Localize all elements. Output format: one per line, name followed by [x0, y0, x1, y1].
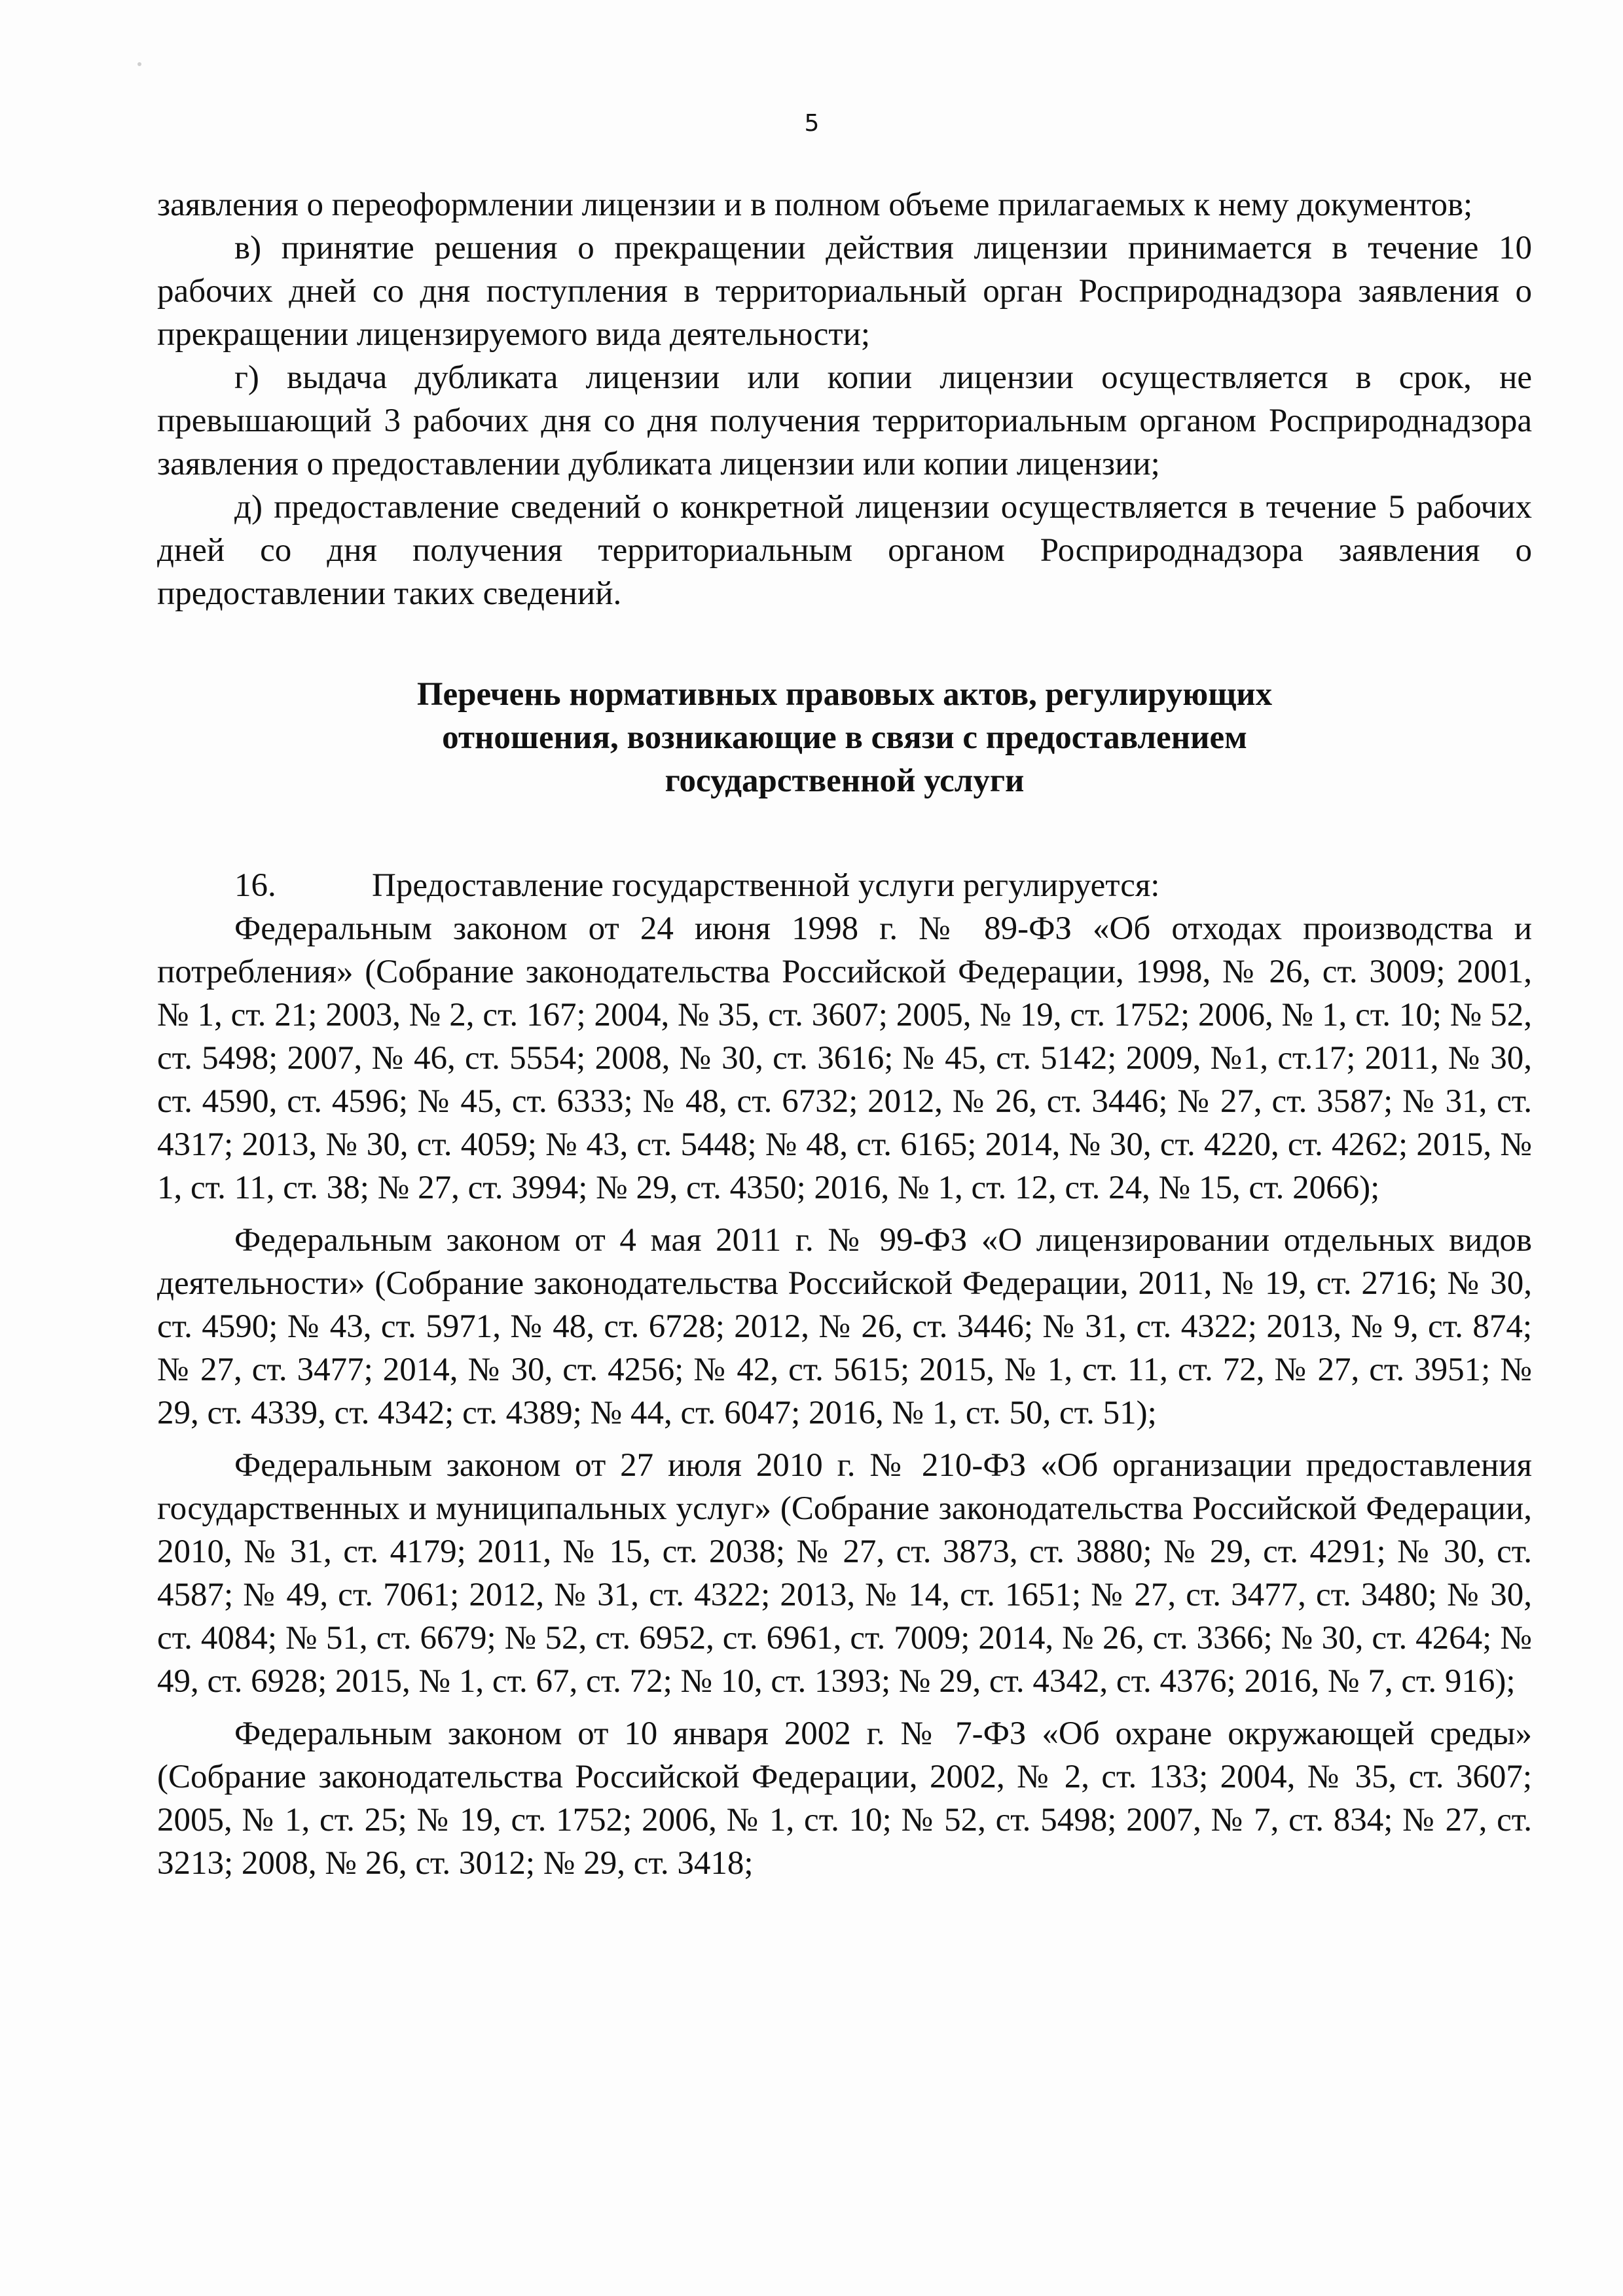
section-heading-line-2: отношения, возникающие в связи с предоставлением	[442, 719, 1247, 756]
paragraph-continuation: заявления о переоформлении лицензии и в полном объеме прилагаемых к нему документов;	[157, 187, 1473, 223]
item-16-text: Предоставление государственной услуги регулируется:	[372, 867, 1160, 904]
item-16-number: 16.	[234, 867, 276, 904]
paragraph-item-v: в) принятие решения о прекращении действия лицензии принимается в течение 10 рабочих дней со дня поступления в территориальный орган Росприроднадзора заявления о прекращении лицензируемого вида деятельности;	[157, 230, 1532, 353]
paragraph-item-g: г) выдача дубликата лицензии или копии лицензии осуществляется в срок, не превышающий 3 рабочих дня со дня получения территориальным органом Росприроднадзора заявления о предоставлении дубликата лицензии или копии лицензии;	[157, 359, 1532, 482]
law-paragraph-7fz: Федеральным законом от 10 января 2002 г. № 7-ФЗ «Об охране окружающей среды» (Собрание законодательства Российской Федерации, 2002, № 2, ст. 133; 2004, № 35, ст. 3607; 2005, № 1, ст. 25; № 19, ст. 1752; 2006, № 1, ст. 10; № 52, ст. 5498; 2007, № 7, ст. 834; № 27, ст. 3213; 2008, № 26, ст. 3012; № 29, ст. 3418;	[157, 1715, 1532, 1882]
item-16	[157, 864, 1532, 907]
law-paragraph-99fz: Федеральным законом от 4 мая 2011 г. № 99-ФЗ «О лицензировании отдельных видов деятельности» (Собрание законодательства Российской Федерации, 2011, № 19, ст. 2716; № 30, ст. 4590; № 43, ст. 5971, № 48, ст. 6728; 2012, № 26, ст. 3446; № 31, ст. 4322; 2013, № 9, ст. 874; № 27, ст. 3477; 2014, № 30, ст. 4256; № 42, ст. 5615; 2015, № 1, ст. 11, ст. 72, № 27, ст. 3951; № 29, ст. 4339, ст. 4342; ст. 4389; № 44, ст. 6047; 2016, № 1, ст. 50, ст. 51);	[157, 1222, 1532, 1431]
section-heading	[157, 673, 1532, 802]
section-heading-line-1: Перечень нормативных правовых актов, регулирующих	[416, 676, 1273, 713]
section-heading-line-3: государственной услуги	[665, 762, 1025, 799]
law-paragraph-210fz: Федеральным законом от 27 июля 2010 г. № 210-ФЗ «Об организации предоставления государственных и муниципальных услуг» (Собрание законодательства Российской Федерации, 2010, № 31, ст. 4179; 2011, № 15, ст. 2038; № 27, ст. 3873, ст. 3880; № 29, ст. 4291; № 30, ст. 4587; № 49, ст. 7061; 2012, № 31, ст. 4322; 2013, № 14, ст. 1651; № 27, ст. 3477, ст. 3480; № 30, ст. 4084; № 51, ст. 6679; № 52, ст. 6952, ст. 6961, ст. 7009; 2014, № 26, ст. 3366; № 30, ст. 4264; № 49, ст. 6928; 2015, № 1, ст. 67, ст. 72; № 10, ст. 1393; № 29, ст. 4342, ст. 4376; 2016, № 7, ст. 916);	[157, 1447, 1532, 1700]
law-paragraph-89fz: Федеральным законом от 24 июня 1998 г. № 89-ФЗ «Об отходах производства и потребления» (Собрание законодательства Российской Федерации, 1998, № 26, ст. 3009; 2001, № 1, ст. 21; 2003, № 2, ст. 167; 2004, № 35, ст. 3607; 2005, № 19, ст. 1752; 2006, № 1, ст. 10; № 52, ст. 5498; 2007, № 46, ст. 5554; 2008, № 30, ст. 3616; № 45, ст. 5142; 2009, №1, ст.17; 2011, № 30, ст. 4590, ст. 4596; № 45, ст. 6333; № 48, ст. 6732; 2012, № 26, ст. 3446; № 27, ст. 3587; № 31, ст. 4317; 2013, № 30, ст. 4059; № 43, ст. 5448; № 48, ст. 6165; 2014, № 30, ст. 4220, ст. 4262; 2015, № 1, ст. 11, ст. 38; № 27, ст. 3994; № 29, ст. 4350; 2016, № 1, ст. 12, ст. 24, № 15, ст. 2066);	[157, 910, 1532, 1206]
scan-dot	[137, 62, 141, 66]
page-number: 5	[804, 110, 820, 137]
document-body	[157, 183, 1532, 1885]
paragraph-item-d: д) предоставление сведений о конкретной лицензии осуществляется в течение 5 рабочих дней со дня получения территориальным органом Росприроднадзора заявления о предоставлении таких сведений.	[157, 489, 1532, 612]
